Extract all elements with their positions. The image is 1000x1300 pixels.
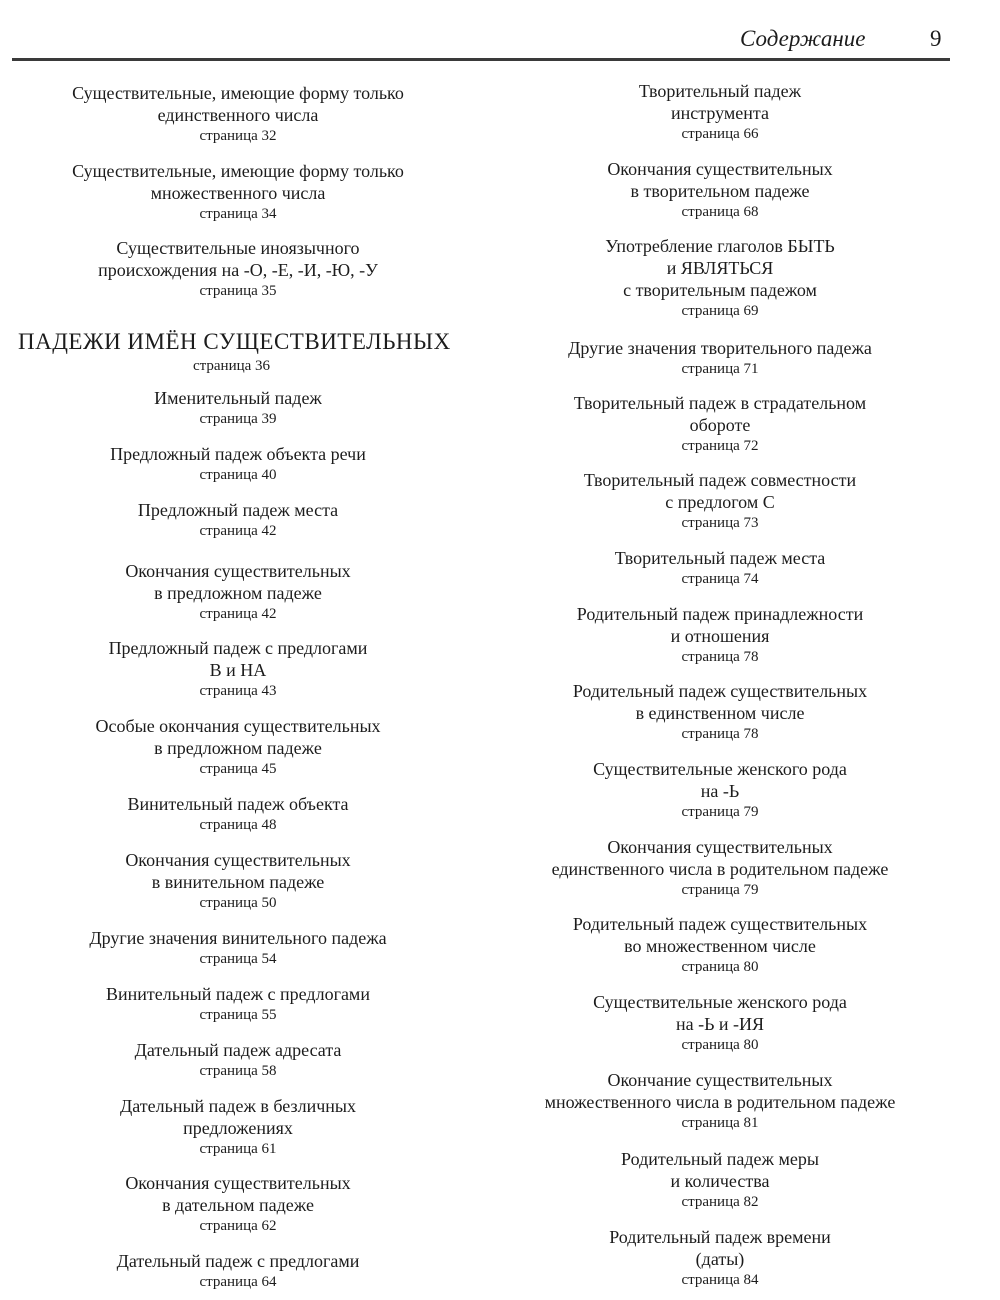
toc-entry-title-line: и отношения xyxy=(670,626,770,646)
toc-entry-title-line: в предложном падеже xyxy=(154,738,322,758)
toc-entry-title-line: Окончания существительных xyxy=(125,1173,351,1193)
toc-entry-page: страница 73 xyxy=(681,515,759,531)
toc-entry-title-line: Употребление глаголов БЫТЬ xyxy=(605,236,835,256)
toc-entry-page: страница 64 xyxy=(199,1274,277,1290)
toc-entry xyxy=(0,499,476,541)
toc-entry-title-line: Окончания существительных xyxy=(607,159,833,179)
toc-entry-title-line: в творительном падеже xyxy=(630,181,810,201)
toc-entry xyxy=(480,235,960,321)
toc-entry xyxy=(0,560,476,624)
toc-entry-title-line: множественного числа в родительном падеже xyxy=(544,1092,896,1112)
toc-entry-title-line: Существительные женского рода xyxy=(593,759,847,779)
toc-entry xyxy=(0,1172,476,1236)
toc-entry-page: страница 62 xyxy=(199,1218,277,1234)
toc-entry-page: страница 43 xyxy=(199,683,277,699)
toc-entry xyxy=(0,443,476,485)
toc-entry-page: страница 40 xyxy=(199,467,277,483)
toc-entry xyxy=(0,82,476,146)
toc-entry-page: страница 78 xyxy=(681,649,759,665)
toc-entry-title-line: на -Ь xyxy=(700,781,740,801)
toc-entry-page: страница 55 xyxy=(199,1007,277,1023)
running-title: Содержание xyxy=(740,26,866,51)
toc-entry-page: страница 36 xyxy=(193,358,271,374)
toc-entry-title-line: Творительный падеж совместности xyxy=(583,470,857,490)
toc-entry xyxy=(480,337,960,379)
toc-entry xyxy=(0,1095,476,1159)
toc-entry xyxy=(0,387,476,429)
toc-entry-page: страница 54 xyxy=(199,951,277,967)
toc-entry-title-line: и количества xyxy=(670,1171,770,1191)
toc-entry-title-line: Особые окончания существительных xyxy=(95,716,381,736)
toc-entry xyxy=(0,983,476,1025)
toc-entry-title-line: Окончания существительных xyxy=(125,561,351,581)
toc-entry-page: страница 61 xyxy=(199,1141,277,1157)
toc-entry-title-line: единственного числа в родительном падеже xyxy=(551,859,889,879)
toc-entry-title-line: с предлогом С xyxy=(665,492,775,512)
toc-entry-title-line: Творительный падеж места xyxy=(614,548,826,568)
toc-entry xyxy=(480,603,960,667)
toc-entry-page: страница 58 xyxy=(199,1063,277,1079)
toc-entry-page: страница 66 xyxy=(681,126,759,142)
toc-entry-title-line: Другие значения винительного падежа xyxy=(89,928,387,948)
toc-entry-title-line: в дательном падеже xyxy=(162,1195,314,1215)
toc-entry-title-line: Предложный падеж с предлогами xyxy=(108,638,368,658)
toc-entry xyxy=(480,547,960,589)
toc-entry xyxy=(480,836,960,900)
toc-entry-page: страница 35 xyxy=(199,283,277,299)
toc-entry-title-line: Окончание существительных xyxy=(607,1070,833,1090)
toc-entry-title-line: инструмента xyxy=(671,103,769,123)
toc-section-heading xyxy=(18,328,494,376)
toc-entry xyxy=(480,392,960,456)
toc-entry-page: страница 71 xyxy=(681,361,759,377)
toc-entry-title-line: и ЯВЛЯТЬСЯ xyxy=(666,258,774,278)
toc-entry-title-line: (даты) xyxy=(695,1249,745,1269)
toc-entry-title-line: Предложный падеж места xyxy=(137,500,339,520)
toc-entry-title-line: во множественном числе xyxy=(624,936,816,956)
toc-entry xyxy=(480,80,960,144)
toc-entry xyxy=(0,927,476,969)
toc-entry xyxy=(0,160,476,224)
toc-entry xyxy=(0,793,476,835)
toc-entry-title-line: единственного числа xyxy=(157,105,319,125)
toc-entry-page: страница 79 xyxy=(681,882,759,898)
toc-entry-title-line: множественного числа xyxy=(150,183,326,203)
toc-entry-title-line: Дательный падеж в безличных xyxy=(119,1096,357,1116)
toc-entry-page: страница 42 xyxy=(199,606,277,622)
toc-entry-title-line: с творительным падежом xyxy=(623,280,817,300)
toc-entry-title-line: Окончания существительных xyxy=(607,837,833,857)
toc-entry-page: страница 72 xyxy=(681,438,759,454)
toc-entry-title-line: на -Ь и -ИЯ xyxy=(675,1014,765,1034)
toc-entry-page: страница 81 xyxy=(681,1115,759,1131)
toc-entry-title-line: Именительный падеж xyxy=(154,388,322,408)
toc-entry-title-line: Окончания существительных xyxy=(125,850,351,870)
toc-entry-title-line: Винительный падеж объекта xyxy=(127,794,349,814)
toc-entry-page: страница 82 xyxy=(681,1194,759,1210)
toc-entry-title-line: Существительные, имеющие форму только xyxy=(72,83,404,103)
toc-entry-page: страница 84 xyxy=(681,1272,759,1288)
toc-entry-title-line: Дательный падеж с предлогами xyxy=(116,1251,360,1271)
toc-entry-title-line: Родительный падеж принадлежности xyxy=(576,604,864,624)
toc-entry-title-line: Существительные, имеющие форму только xyxy=(72,161,404,181)
toc-entry-page: страница 32 xyxy=(199,128,277,144)
toc-entry xyxy=(0,237,476,301)
toc-entry-title-line: обороте xyxy=(689,415,751,435)
toc-entry-title-line: Родительный падеж существительных xyxy=(572,681,868,701)
toc-entry xyxy=(480,913,960,977)
toc-entry-page: страница 34 xyxy=(199,206,277,222)
toc-entry-title-line: Предложный падеж объекта речи xyxy=(110,444,366,464)
page-header xyxy=(0,0,1000,60)
toc-entry xyxy=(0,637,476,701)
toc-entry xyxy=(480,158,960,222)
toc-entry-title-line: Родительный падеж меры xyxy=(621,1149,819,1169)
toc-entry-page: страница 69 xyxy=(681,303,759,319)
toc-entry-title-line: Родительный падеж времени xyxy=(609,1227,831,1247)
toc-entry-title-line: предложениях xyxy=(183,1118,293,1138)
toc-entry xyxy=(480,1226,960,1290)
toc-entry xyxy=(480,758,960,822)
toc-entry-page: страница 68 xyxy=(681,204,759,220)
toc-entry-title-line: Творительный падеж xyxy=(638,81,802,101)
toc-entry-title-line: в предложном падеже xyxy=(154,583,322,603)
toc-entry-page: страница 45 xyxy=(199,761,277,777)
toc-entry-title-line: Существительные иноязычного xyxy=(116,238,360,258)
toc-entry-title-line: Другие значения творительного падежа xyxy=(568,338,872,358)
toc-entry-title-line: ПАДЕЖИ ИМЁН СУЩЕСТВИТЕЛЬНЫХ xyxy=(18,329,451,354)
toc-entry-title-line: происхождения на -О, -Е, -И, -Ю, -У xyxy=(98,260,378,280)
toc-entry-page: страница 48 xyxy=(199,817,277,833)
toc-entry xyxy=(0,849,476,913)
toc-entry-page: страница 80 xyxy=(681,959,759,975)
toc-entry-page: страница 80 xyxy=(681,1037,759,1053)
toc-entry xyxy=(480,1069,960,1133)
toc-entry xyxy=(480,469,960,533)
toc-entry-title-line: Существительные женского рода xyxy=(593,992,847,1012)
toc-entry-page: страница 50 xyxy=(199,895,277,911)
toc-entry xyxy=(0,1039,476,1081)
toc-entry-title-line: в единственном числе xyxy=(635,703,805,723)
header-rule xyxy=(12,58,950,61)
toc-entry-title-line: В и НА xyxy=(209,660,267,680)
toc-entry-title-line: Родительный падеж существительных xyxy=(572,914,868,934)
page-number: 9 xyxy=(930,26,942,51)
toc-entry xyxy=(480,1148,960,1212)
toc-entry-page: страница 78 xyxy=(681,726,759,742)
toc-entry-title-line: Дательный падеж адресата xyxy=(134,1040,342,1060)
toc-entry xyxy=(0,1250,476,1292)
toc-entry-title-line: Винительный падеж с предлогами xyxy=(106,984,370,1004)
toc-entry xyxy=(480,680,960,744)
toc-entry xyxy=(480,991,960,1055)
toc-entry-title-line: Творительный падеж в страдательном xyxy=(573,393,867,413)
toc-entry-page: страница 42 xyxy=(199,523,277,539)
toc-entry-page: страница 39 xyxy=(199,411,277,427)
toc-entry-page: страница 74 xyxy=(681,571,759,587)
toc-entry-title-line: в винительном падеже xyxy=(151,872,325,892)
toc-entry-page: страница 79 xyxy=(681,804,759,820)
toc-entry xyxy=(0,715,476,779)
